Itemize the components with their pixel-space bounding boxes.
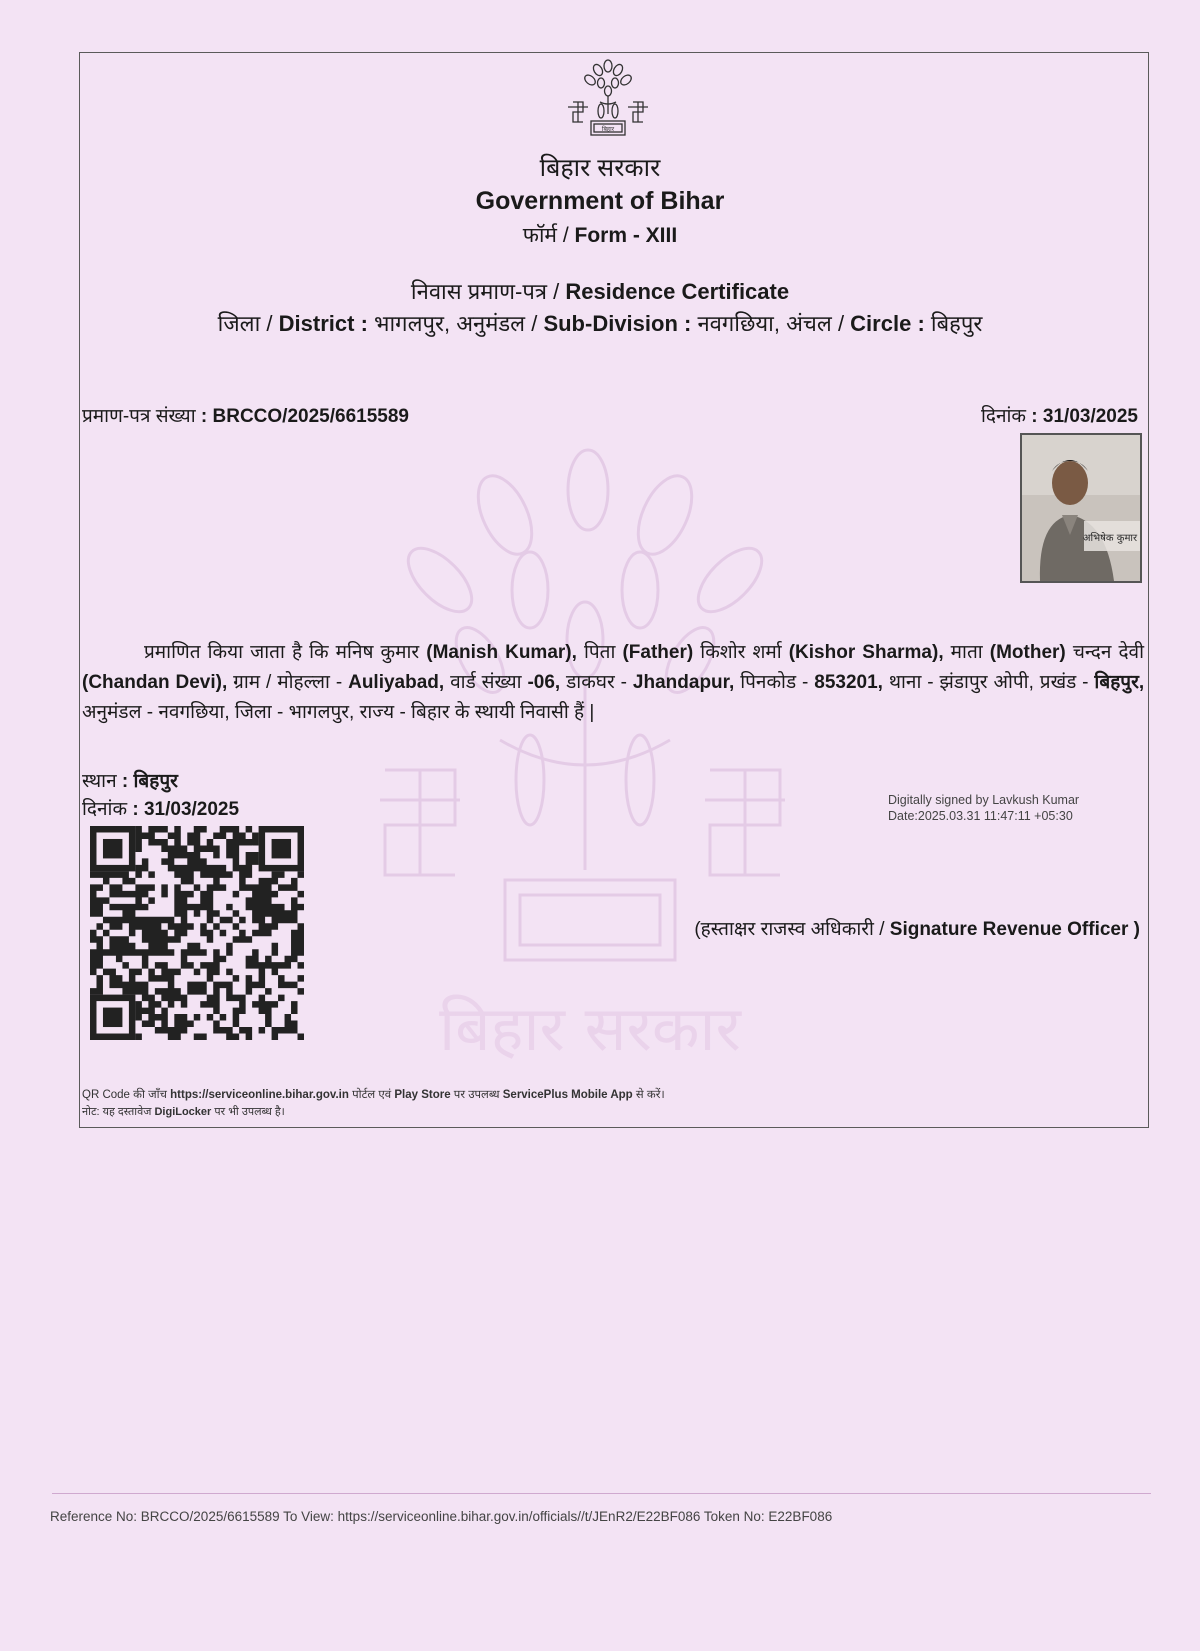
signature-label: (हस्ताक्षर राजस्व अधिकारी / Signature Revenue Officer ) — [694, 919, 1140, 940]
government-title-hindi: बिहार सरकार — [539, 154, 661, 182]
certificate-body: प्रमाणित किया जाता है कि मनिष कुमार (Manish Kumar), पिता (Father) किशोर शर्मा (Kishor Sharma), माता (Mother) चन्दन देवी (Chandan Devi), ग्राम / मोहल्ला - Auliyabad, वार्ड संख्या -06, डाकघर - Jhandapur, पिनकोड - 853201, थाना - झंडापुर ओपी, प्रखंड - बिहपुर, अनुमंडल - नवगछिया, जिला - भागलपुर, राज्य - बिहार के स्थायी निवासी हैं | — [82, 642, 1145, 723]
emblem-watermark — [380, 440, 850, 1080]
applicant-photo — [1020, 433, 1142, 583]
digilocker-note: नोट: यह दस्तावेज DigiLocker पर भी उपलब्ध है। — [82, 1106, 285, 1118]
svg-text:बिहार सरकार: बिहार सरकार — [439, 992, 741, 1065]
bihar-emblem-logo — [565, 56, 651, 144]
digital-signature: Digitally signed by Lavkush Kumar Date:2025.03.31 11:47:11 +05:30 — [888, 793, 1080, 823]
footer-divider — [52, 1493, 1151, 1494]
certificate-date: दिनांक : 31/03/2025 — [980, 406, 1138, 427]
qr-code — [90, 826, 304, 1040]
issue-place: स्थान : बिहपुर — [82, 771, 178, 792]
district-line: जिला / District : भागलपुर, अनुमंडल / Sub-Division : नवगछिया, अंचल / Circle : बिहपुर — [217, 311, 983, 336]
certificate-number: प्रमाण-पत्र संख्या : BRCCO/2025/6615589 — [82, 406, 409, 427]
svg-text:बिहार: बिहार — [601, 127, 615, 133]
certificate-title: निवास प्रमाण-पत्र / Residence Certificate — [410, 279, 790, 304]
qr-verification-note: QR Code की जाँच https://serviceonline.bihar.gov.in पोर्टल एवं Play Store पर उपलब्ध ServicePlus Mobile App से करें। — [82, 1089, 665, 1101]
reference-footer: Reference No: BRCCO/2025/6615589 To View: https://serviceonline.bihar.gov.in/officials//t/JEnR2/E22BF086 Token No: E22BF086 — [50, 1509, 833, 1524]
government-title-english: Government of Bihar — [475, 187, 725, 215]
issue-date: दिनांक : 31/03/2025 — [82, 799, 240, 820]
form-number: फॉर्म / Form - XIII — [522, 224, 678, 247]
svg-text:अभिषेक कुमार: अभिषेक कुमार — [1082, 533, 1138, 544]
